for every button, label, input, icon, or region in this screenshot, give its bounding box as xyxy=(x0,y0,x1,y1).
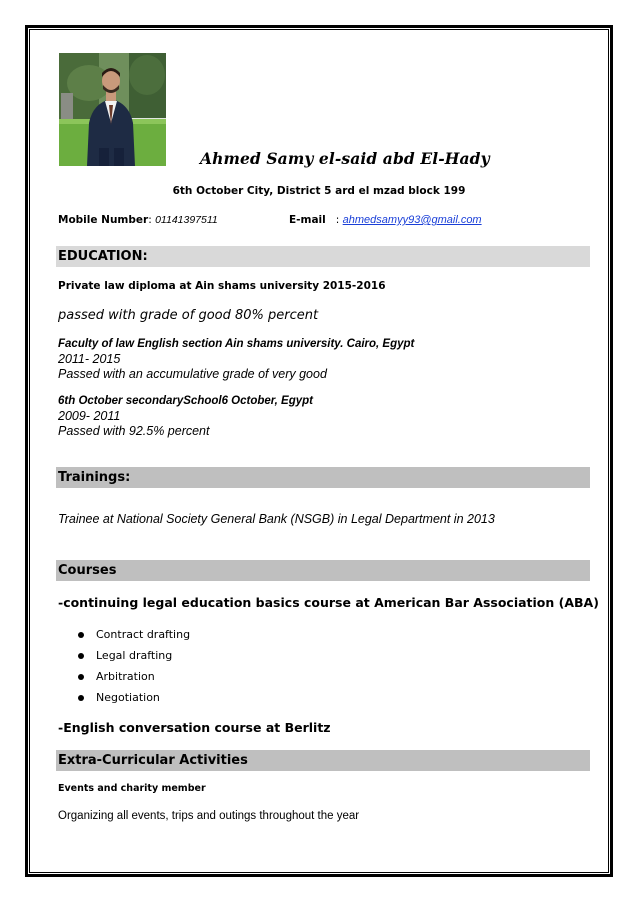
profile-photo xyxy=(59,53,166,166)
address: 6th October City, District 5 ard el mzad block 199 xyxy=(172,185,466,197)
list-item: Legal drafting xyxy=(78,648,190,669)
mobile-label: Mobile Number xyxy=(58,214,149,226)
education-diploma: Private law diploma at Ain shams university 2015-2016 xyxy=(58,280,386,292)
course-topics-list xyxy=(78,627,190,711)
email-label: E-mail xyxy=(289,214,326,226)
list-item: Arbitration xyxy=(78,669,190,690)
email-line: E-mail : ahmedsamyy93@gmail.com xyxy=(289,214,482,226)
list-item: Negotiation xyxy=(78,690,190,711)
candidate-name: Ahmed Samy el-said abd El-Hady xyxy=(200,149,490,168)
education-diploma-grade: passed with grade of good 80% percent xyxy=(58,308,319,323)
education-school-years: 2009- 2011 xyxy=(58,409,121,423)
course-berlitz: -English conversation course at Berlitz xyxy=(58,720,331,735)
course-aba: -continuing legal education basics course at American Bar Association (ABA) xyxy=(58,595,599,610)
email-link[interactable]: ahmedsamyy93@gmail.com xyxy=(342,214,482,226)
section-trainings: Trainings: xyxy=(56,467,590,488)
mobile-value: 01141397511 xyxy=(155,214,218,226)
education-school: 6th October secondarySchool6 October, Egypt xyxy=(58,395,313,407)
activity-role: Events and charity member xyxy=(58,783,206,794)
education-faculty: Faculty of law English section Ain shams university. Cairo, Egypt xyxy=(58,338,415,350)
education-faculty-grade: Passed with an accumulative grade of very good xyxy=(58,367,327,381)
section-education: EDUCATION: xyxy=(56,246,590,267)
section-courses: Courses xyxy=(56,560,590,581)
training-item: Trainee at National Society General Bank (NSGB) in Legal Department in 2013 xyxy=(58,512,495,526)
activity-description: Organizing all events, trips and outings throughout the year xyxy=(58,810,360,822)
education-faculty-years: 2011- 2015 xyxy=(58,352,121,366)
list-item: Contract drafting xyxy=(78,627,190,648)
education-school-grade: Passed with 92.5% percent xyxy=(58,424,210,438)
section-activities: Extra-Curricular Activities xyxy=(56,750,590,771)
mobile-number-line: Mobile Number: 01141397511 xyxy=(58,214,218,226)
